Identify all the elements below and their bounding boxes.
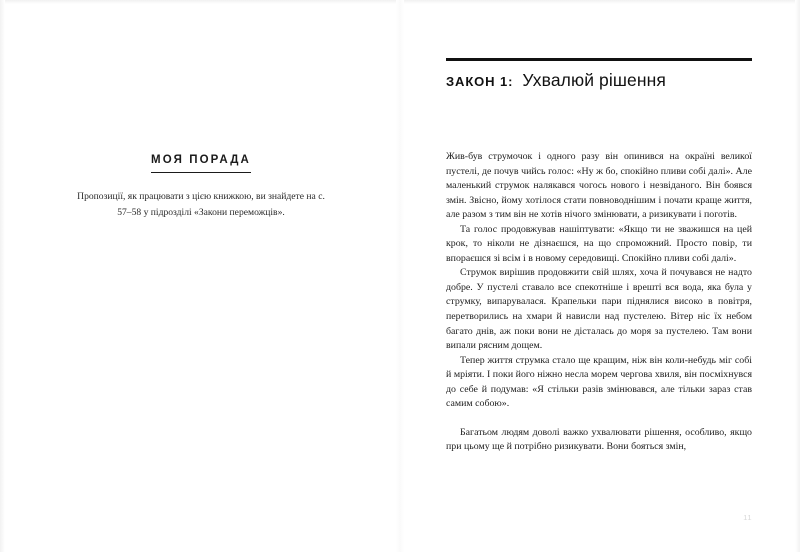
my-advice-box xyxy=(76,150,326,221)
body-paragraph: Струмок вирішив продовжити свій шлях, хоча й почувався не надто добре. У пустелі ставало все спекотніше і врешті вся вода, яка була у струмку, випарувалася. Крапельки пари піднялися високо в повітря, перетворились на хмари й нависли над пустелею. Вітер ніс їх небом багато днів, аж поки вони не дісталась до моря за пустелею. Там вони випали рясним дощем. xyxy=(446,267,752,352)
body-paragraph: Тепер життя струмка стало ще кращим, ніж він коли-небудь міг собі й мріяти. І поки його ніжно несла морем чергова хвиля, він посміхнувся до себе й подумав: «Я стільки разів змінювався, але тільки зараз став самим собою». xyxy=(446,354,752,410)
chapter-header xyxy=(446,58,752,91)
chapter-label: ЗАКОН 1: xyxy=(446,73,514,89)
body-paragraph: Та голос продовжував нашіптувати: «Якщо ти не зважишся на цей крок, то ніколи не дізнаєшся, на що спроможний. Просто повір, ти впораєшся зі всім і в новому середовищі. Спокійно пливи собі далі». xyxy=(446,223,752,264)
right-page xyxy=(400,0,800,552)
my-advice-heading: МОЯ ПОРАДА xyxy=(151,154,251,173)
body-paragraph: Багатьом людям доволі важко ухвалювати рішення, особливо, якщо при цьому ще й потрібно ризикувати. Вони бояться змін, xyxy=(446,426,752,453)
body-text-column xyxy=(446,150,752,455)
my-advice-body: Пропозиції, як працювати з цією книжкою, ви знайдете на с. 57–58 у підрозділі «Закони переможців». xyxy=(77,190,325,218)
page-number: 11 xyxy=(743,513,752,522)
chapter-title: Ухвалюй рішення xyxy=(522,69,666,90)
body-paragraph: Жив-був струмочок і одного разу він опинився на окраїні великої пустелі, де почув чийсь голос: «Ну ж бо, спокійно пливи собі далі». Але маленький струмок налякався чогось нового і незвіданого. Він боявся змін. Звісно, йому хотілося стати повноводнішим і почати краще життя, але разом з тим він не хотів нічого змінювати, а ризикувати і поготів. xyxy=(446,151,752,221)
chapter-title-line xyxy=(446,70,752,91)
chapter-rule xyxy=(446,58,752,61)
